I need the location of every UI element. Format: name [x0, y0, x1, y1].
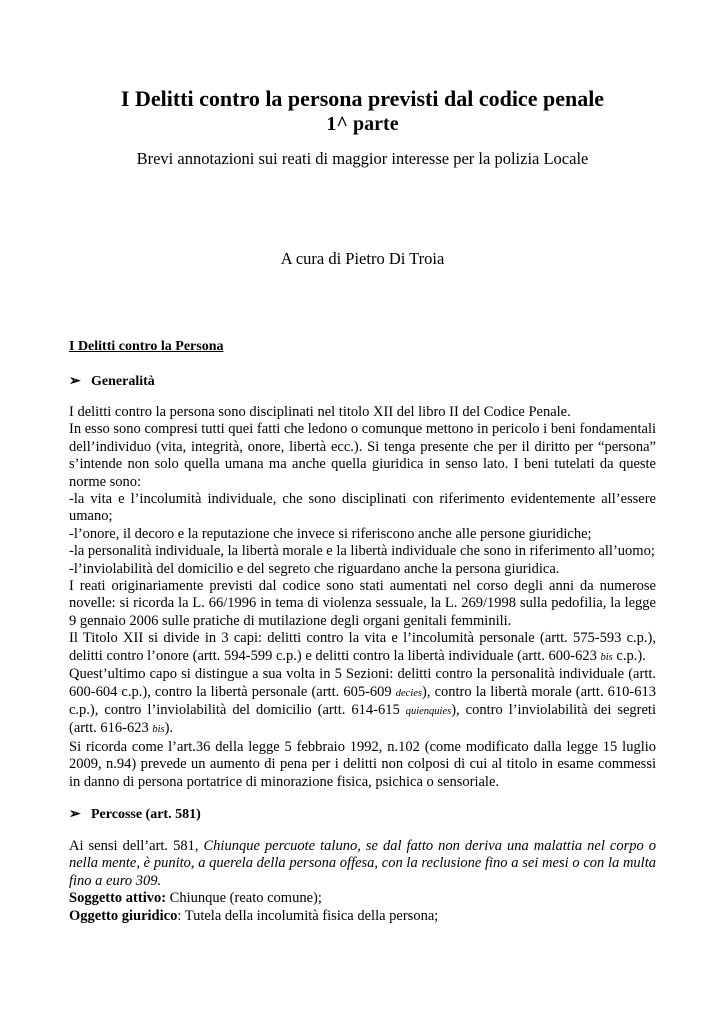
generalita-body — [69, 404, 656, 791]
arrow-bullet-icon: ➢ — [69, 374, 81, 389]
section-heading: I Delitti contro la Persona — [69, 339, 224, 354]
paragraph: Si ricorda come l’art.36 della legge 5 febbraio 1992, n.102 (come modificato dalla legge 15 luglio 2009, n.94) prevede un aumento di pena per i delitti non colposi di cui al titolo in esame commessi in danno di persona portatrice di minorazione fisica, psichica o sensoriale. — [69, 738, 656, 790]
list-item: -l’onore, il decoro e la reputazione che invece si riferiscono anche alle persone giuridiche; — [69, 525, 592, 542]
paragraph: Il Titolo XII si divide in 3 capi: delitti contro la vita e l’incolumità personale (artt. 575-593 c.p.), delitti contro l’onore (artt. 594-599 c.p.) e delitti contro la libertà individuale (artt. 600-623 bis c.p.). — [69, 630, 656, 664]
paragraph: Soggetto attivo: Chiunque (reato comune); — [69, 890, 322, 907]
paragraph: I delitti contro la persona sono disciplinati nel titolo XII del libro II del Codice Penale. — [69, 404, 571, 420]
percosse-heading-row — [69, 806, 201, 823]
percosse-heading: Percosse (art. 581) — [91, 807, 201, 822]
paragraph: In esso sono compresi tutti quei fatti che ledono o comunque mettono in pericolo i beni fondamentali dell’individuo (vita, integrità, onore, libertà ecc.). Si tenga presente che per il diritto per “persona” s’intende non solo quella umana ma anche quella giuridica in senso lato. I beni tutelati da queste norme sono: — [69, 421, 656, 490]
generalita-heading-row — [69, 373, 155, 390]
document-author: A cura di Pietro Di Troia — [280, 249, 445, 268]
paragraph: Ai sensi dell’art. 581, Chiunque percuote taluno, se dal fatto non deriva una malattia nel corpo o nella mente, è punito, a querela della persona offesa, con la reclusione fino a sei mesi o con la multa fino a euro 309. — [69, 838, 656, 889]
arrow-bullet-icon: ➢ — [69, 807, 81, 822]
list-item: -la personalità individuale, la libertà morale e la libertà individuale che sono in riferimento all’uomo; — [69, 543, 655, 560]
generalita-heading: Generalità — [91, 374, 155, 389]
paragraph: I reati originariamente previsti dal codice sono stati aumentati nel corso degli anni da numerose novelle: si ricorda la L. 66/1996 in tema di violenza sessuale, la L. 269/1998 sulla pedofilia, la legge 9 gennaio 2006 sulle pratiche di mutilazione degli organi genitali femminili. — [69, 578, 656, 629]
percosse-body — [69, 838, 656, 925]
document-tagline: Brevi annotazioni sui reati di maggior interesse per la polizia Locale — [136, 149, 589, 168]
document-title: I Delitti contro la persona previsti dal codice penale — [120, 86, 605, 111]
paragraph: Oggetto giuridico: Tutela della incolumità fisica della persona; — [69, 907, 439, 924]
document-subtitle: 1^ parte — [326, 113, 399, 135]
list-item: -l’inviolabilità del domicilio e del segreto che riguardano anche la persona giuridica. — [69, 560, 560, 577]
list-item: -la vita e l’incolumità individuale, che sono disciplinati con riferimento evidentemente all’essere umano; — [69, 491, 656, 525]
paragraph: Quest’ultimo capo si distingue a sua volta in 5 Sezioni: delitti contro la personalità individuale (artt. 600-604 c.p.), contro la libertà personale (artt. 605-609 decies), contro la libertà morale (artt. 610-613 c.p.), contro l’inviolabilità del domicilio (artt. 614-615 quienquies), contro l’inviolabilità dei segreti (artt. 616-623 bis). — [69, 666, 656, 737]
